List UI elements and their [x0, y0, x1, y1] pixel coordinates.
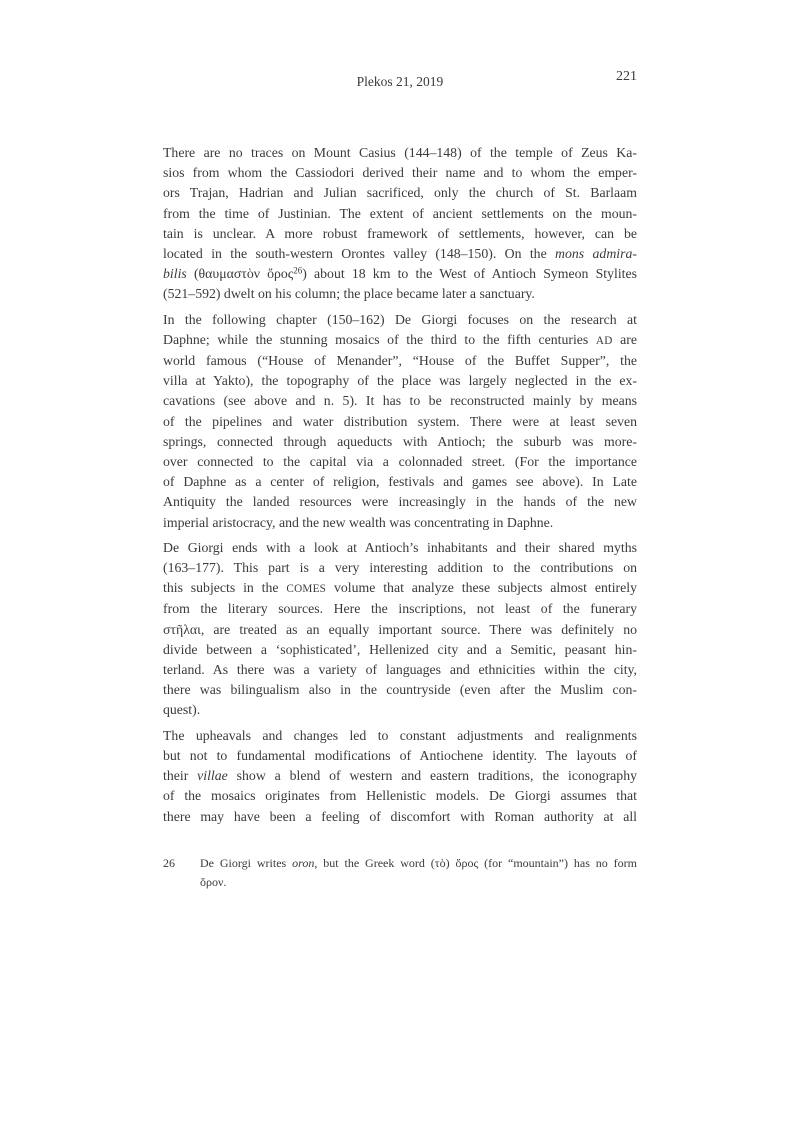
text-line: There are no traces on Mount Casius (144–148) of the temple of Zeus Ka- — [163, 145, 637, 160]
text-line: divide between a ‘sophisticated’, Hellenized city and a Semitic, peasant hin- — [163, 641, 637, 657]
text-line: terland. As there was a variety of languages and ethnicities within the city, — [163, 662, 637, 678]
paragraph — [163, 726, 637, 827]
text-line: (521–592) dwelt on his column; the place became later a sanctuary. — [163, 286, 535, 302]
footnote — [163, 854, 637, 891]
text-line: their villae show a blend of western and eastern traditions, the iconography — [163, 768, 637, 784]
text-line: Antiquity the landed resources were increasingly in the hands of the new — [163, 494, 637, 510]
footnote-number: 26 — [163, 856, 175, 870]
text-line: quest). — [163, 702, 201, 718]
page-number: 221 — [616, 69, 637, 84]
text-line: over connected to the capital via a colonnaded street. (For the importance — [163, 454, 637, 470]
article-body — [163, 143, 637, 832]
text-line: villa at Yakto), the topography of the place was largely neglected in the ex- — [163, 373, 637, 389]
text-line: imperial aristocracy, and the new wealth was concentrating in Daphne. — [163, 514, 554, 530]
text-line: world famous (“House of Menander”, “House of the Buffet Supper”, the — [163, 353, 637, 369]
paragraph — [163, 143, 637, 305]
text-line: of the mosaics originates from Hellenistic models. De Giorgi assumes that — [163, 788, 637, 804]
text-line: tain is unclear. A more robust framework of settlements, however, can be — [163, 225, 637, 241]
journal-header: Plekos 21, 2019 — [356, 74, 444, 89]
text-line: of the pipelines and water distribution system. There were at least seven — [163, 413, 637, 429]
text-line: Daphne; while the stunning mosaics of the third to the fifth centuries AD are — [163, 331, 637, 347]
text-line: ὄρον. — [200, 874, 227, 889]
text-line: στῆλαι, are treated as an equally important source. There was definitely no — [163, 621, 637, 637]
text-line: (163–177). This part is a very interesting addition to the contributions on — [163, 560, 637, 576]
text-line: there may have been a feeling of discomfort with Roman authority at all — [163, 808, 637, 824]
paragraph — [163, 310, 637, 533]
text-line: located in the south-western Orontes valley (148–150). On the mons admira- — [163, 246, 637, 262]
text-line: The upheavals and changes led to constant adjustments and realignments — [163, 727, 637, 743]
text-line: In the following chapter (150–162) De Giorgi focuses on the research at — [163, 311, 637, 327]
text-line: ors Trajan, Hadrian and Julian sacrificed, only the church of St. Barlaam — [163, 185, 637, 201]
text-line: but not to fundamental modifications of Antiochene identity. The layouts of — [163, 747, 637, 763]
text-line: sios from whom the Cassiodori derived their name and to whom the emper- — [163, 165, 637, 181]
paragraph — [163, 538, 637, 721]
text-line: De Giorgi ends with a look at Antioch’s inhabitants and their shared myths — [163, 539, 637, 555]
text-line: this subjects in the COMES volume that analyze these subjects almost entirely — [163, 580, 637, 596]
text-line: from the time of Justinian. The extent of ancient settlements on the moun- — [163, 205, 637, 221]
text-line: of Daphne as a center of religion, festivals and games see above). In Late — [163, 474, 637, 490]
footnote-text — [200, 854, 637, 891]
text-line: there was bilingualism also in the countryside (even after the Muslim con- — [163, 682, 637, 698]
text-line: springs, connected through aqueducts with Antioch; the suburb was more- — [163, 433, 637, 449]
text-line: De Giorgi writes oron, but the Greek word (τὸ) ὄρος (for “mountain”) has no form — [200, 856, 638, 870]
text-line: cavations (see above and n. 5). It has to be reconstructed mainly by means — [163, 393, 637, 409]
text-line: from the literary sources. Here the inscriptions, not least of the funerary — [163, 601, 637, 617]
text-line: bilis (θαυμαστὸν ὄρος$^{26}$) about 18 km to the West of Antioch Symeon Stylites — [163, 265, 637, 282]
